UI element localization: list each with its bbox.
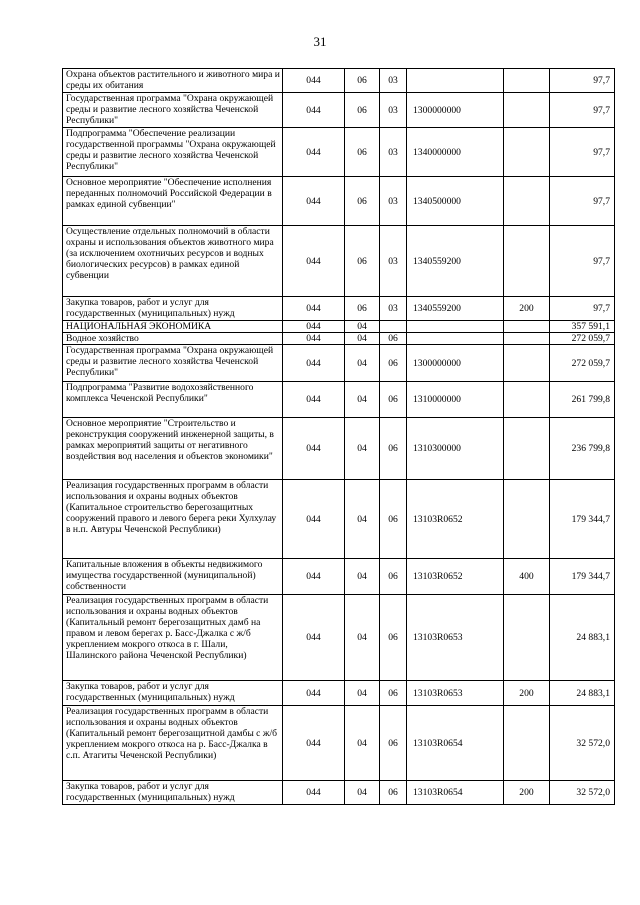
table-row bbox=[63, 128, 615, 177]
row-amount: 24 883,1 bbox=[550, 681, 615, 706]
row-ved-code: 044 bbox=[283, 177, 345, 226]
table-row bbox=[63, 69, 615, 93]
row-subsection: 06 bbox=[380, 559, 407, 595]
row-name: Охрана объектов растительного и животного мира и среды их обитания bbox=[63, 69, 283, 93]
row-expense-type bbox=[504, 706, 550, 781]
table-row bbox=[63, 226, 615, 297]
row-target-article bbox=[407, 333, 504, 345]
row-name: Подпрограмма "Обеспечение реализации государственной программы "Охрана окружающей среды и развитие лесного хозяйства Чеченской Республики" bbox=[63, 128, 283, 177]
row-target-article: 13103R0652 bbox=[407, 559, 504, 595]
table-row bbox=[63, 595, 615, 681]
row-ved-code: 044 bbox=[283, 297, 345, 321]
row-section: 04 bbox=[345, 418, 380, 480]
row-expense-type bbox=[504, 480, 550, 559]
table-row bbox=[63, 781, 615, 805]
row-amount: 236 799,8 bbox=[550, 418, 615, 480]
table-row bbox=[63, 321, 615, 333]
row-section: 04 bbox=[345, 321, 380, 333]
table-row bbox=[63, 297, 615, 321]
row-expense-type bbox=[504, 69, 550, 93]
row-amount: 97,7 bbox=[550, 226, 615, 297]
row-target-article: 13103R0652 bbox=[407, 480, 504, 559]
row-subsection: 06 bbox=[380, 706, 407, 781]
row-ved-code: 044 bbox=[283, 128, 345, 177]
row-section: 06 bbox=[345, 93, 380, 128]
row-name: Подпрограмма "Развитие водохозяйственного комплекса Чеченской Республики" bbox=[63, 382, 283, 418]
row-expense-type: 200 bbox=[504, 681, 550, 706]
row-amount: 97,7 bbox=[550, 177, 615, 226]
table-body bbox=[63, 69, 615, 805]
row-name: Капитальные вложения в объекты недвижимого имущества государственной (муниципальной) собственности bbox=[63, 559, 283, 595]
row-amount: 179 344,7 bbox=[550, 559, 615, 595]
row-target-article: 1310000000 bbox=[407, 382, 504, 418]
row-subsection: 06 bbox=[380, 382, 407, 418]
row-section: 04 bbox=[345, 480, 380, 559]
row-expense-type bbox=[504, 418, 550, 480]
row-ved-code: 044 bbox=[283, 706, 345, 781]
row-name: Закупка товаров, работ и услуг для государственных (муниципальных) нужд bbox=[63, 681, 283, 706]
row-target-article: 13103R0654 bbox=[407, 781, 504, 805]
row-ved-code: 044 bbox=[283, 69, 345, 93]
row-target-article: 1310300000 bbox=[407, 418, 504, 480]
row-name: Реализация государственных программ в области использования и охраны водных объектов (Капитальный ремонт берегозащитных дамб на правом и левом берегах р. Басс-Джалка с ж/б укреплением мокрого откоса в г. Шали, Шалинского района Чеченской Республики) bbox=[63, 595, 283, 681]
row-ved-code: 044 bbox=[283, 382, 345, 418]
row-amount: 97,7 bbox=[550, 128, 615, 177]
row-target-article: 1300000000 bbox=[407, 345, 504, 382]
row-name: Реализация государственных программ в области использования и охраны водных объектов (Капитальное строительство берегозащитных сооружений правого и левого берега реки Хулхулау в н.п. Автуры Чеченской Республики) bbox=[63, 480, 283, 559]
row-subsection: 06 bbox=[380, 781, 407, 805]
row-section: 04 bbox=[345, 333, 380, 345]
row-expense-type bbox=[504, 595, 550, 681]
row-subsection: 06 bbox=[380, 681, 407, 706]
row-subsection: 06 bbox=[380, 345, 407, 382]
row-amount: 261 799,8 bbox=[550, 382, 615, 418]
table-row bbox=[63, 345, 615, 382]
row-ved-code: 044 bbox=[283, 781, 345, 805]
row-section: 04 bbox=[345, 781, 380, 805]
row-amount: 97,7 bbox=[550, 69, 615, 93]
row-expense-type bbox=[504, 321, 550, 333]
table-row bbox=[63, 480, 615, 559]
table-row bbox=[63, 681, 615, 706]
row-section: 06 bbox=[345, 177, 380, 226]
row-expense-type bbox=[504, 345, 550, 382]
row-amount: 32 572,0 bbox=[550, 781, 615, 805]
row-expense-type bbox=[504, 226, 550, 297]
table-row bbox=[63, 177, 615, 226]
row-target-article: 13103R0653 bbox=[407, 681, 504, 706]
row-name: Реализация государственных программ в области использования и охраны водных объектов (Капитальный ремонт берегозащитной дамбы с ж/б укреплением мокрого откоса на р. Басс-Джалка в с.п. Атагиты Чеченской Республики) bbox=[63, 706, 283, 781]
row-subsection: 03 bbox=[380, 128, 407, 177]
row-ved-code: 044 bbox=[283, 418, 345, 480]
row-section: 04 bbox=[345, 681, 380, 706]
row-expense-type: 200 bbox=[504, 781, 550, 805]
row-expense-type bbox=[504, 177, 550, 226]
row-name: Водное хозяйство bbox=[63, 333, 283, 345]
row-section: 04 bbox=[345, 345, 380, 382]
row-name: Основное мероприятие "Строительство и реконструкция сооружений инженерной защиты, в рамках мероприятий защиты от негативного воздействия вод населения и объектов экономики" bbox=[63, 418, 283, 480]
row-amount: 24 883,1 bbox=[550, 595, 615, 681]
row-target-article: 1340000000 bbox=[407, 128, 504, 177]
row-subsection: 03 bbox=[380, 226, 407, 297]
row-target-article: 13103R0654 bbox=[407, 706, 504, 781]
row-target-article: 1340500000 bbox=[407, 177, 504, 226]
table-row bbox=[63, 93, 615, 128]
row-ved-code: 044 bbox=[283, 559, 345, 595]
row-section: 06 bbox=[345, 69, 380, 93]
row-ved-code: 044 bbox=[283, 93, 345, 128]
row-target-article: 1340559200 bbox=[407, 297, 504, 321]
table-row bbox=[63, 382, 615, 418]
row-name: Основное мероприятие "Обеспечение исполнения переданных полномочий Российской Федерации в рамках единой субвенции" bbox=[63, 177, 283, 226]
row-amount: 32 572,0 bbox=[550, 706, 615, 781]
budget-table bbox=[62, 68, 615, 805]
table-row bbox=[63, 418, 615, 480]
row-subsection: 06 bbox=[380, 418, 407, 480]
row-target-article: 1300000000 bbox=[407, 93, 504, 128]
row-expense-type: 200 bbox=[504, 297, 550, 321]
row-subsection: 03 bbox=[380, 93, 407, 128]
row-ved-code: 044 bbox=[283, 345, 345, 382]
row-subsection: 03 bbox=[380, 297, 407, 321]
row-ved-code: 044 bbox=[283, 595, 345, 681]
row-name: Закупка товаров, работ и услуг для государственных (муниципальных) нужд bbox=[63, 781, 283, 805]
row-section: 06 bbox=[345, 128, 380, 177]
row-expense-type bbox=[504, 128, 550, 177]
row-name: Закупка товаров, работ и услуг для государственных (муниципальных) нужд bbox=[63, 297, 283, 321]
row-section: 04 bbox=[345, 559, 380, 595]
row-amount: 97,7 bbox=[550, 297, 615, 321]
row-ved-code: 044 bbox=[283, 226, 345, 297]
row-amount: 179 344,7 bbox=[550, 480, 615, 559]
table-row bbox=[63, 333, 615, 345]
row-subsection: 03 bbox=[380, 69, 407, 93]
row-section: 06 bbox=[345, 226, 380, 297]
table-row bbox=[63, 706, 615, 781]
row-expense-type bbox=[504, 93, 550, 128]
row-ved-code: 044 bbox=[283, 681, 345, 706]
row-name: Государственная программа "Охрана окружающей среды и развитие лесного хозяйства Чеченской Республики" bbox=[63, 93, 283, 128]
row-ved-code: 044 bbox=[283, 480, 345, 559]
page-number: 31 bbox=[313, 34, 327, 49]
row-ved-code: 044 bbox=[283, 321, 345, 333]
row-subsection: 06 bbox=[380, 480, 407, 559]
row-ved-code: 044 bbox=[283, 333, 345, 345]
row-target-article: 13103R0653 bbox=[407, 595, 504, 681]
row-amount: 272 059,7 bbox=[550, 345, 615, 382]
row-name: Государственная программа "Охрана окружающей среды и развитие лесного хозяйства Чеченской Республики" bbox=[63, 345, 283, 382]
row-name: Осуществление отдельных полномочий в области охраны и использования объектов животного мира (за исключением охотничьих ресурсов и водных биологических ресурсов) в рамках единой субвенции bbox=[63, 226, 283, 297]
row-section: 04 bbox=[345, 595, 380, 681]
row-amount: 357 591,1 bbox=[550, 321, 615, 333]
row-section: 04 bbox=[345, 706, 380, 781]
row-name: НАЦИОНАЛЬНАЯ ЭКОНОМИКА bbox=[63, 321, 283, 333]
row-subsection: 06 bbox=[380, 333, 407, 345]
row-target-article bbox=[407, 321, 504, 333]
table-row bbox=[63, 559, 615, 595]
row-expense-type bbox=[504, 333, 550, 345]
row-target-article bbox=[407, 69, 504, 93]
row-expense-type: 400 bbox=[504, 559, 550, 595]
row-subsection: 03 bbox=[380, 177, 407, 226]
row-amount: 97,7 bbox=[550, 93, 615, 128]
row-target-article: 1340559200 bbox=[407, 226, 504, 297]
row-subsection: 06 bbox=[380, 595, 407, 681]
row-amount: 272 059,7 bbox=[550, 333, 615, 345]
row-section: 06 bbox=[345, 297, 380, 321]
row-subsection bbox=[380, 321, 407, 333]
row-expense-type bbox=[504, 382, 550, 418]
row-section: 04 bbox=[345, 382, 380, 418]
